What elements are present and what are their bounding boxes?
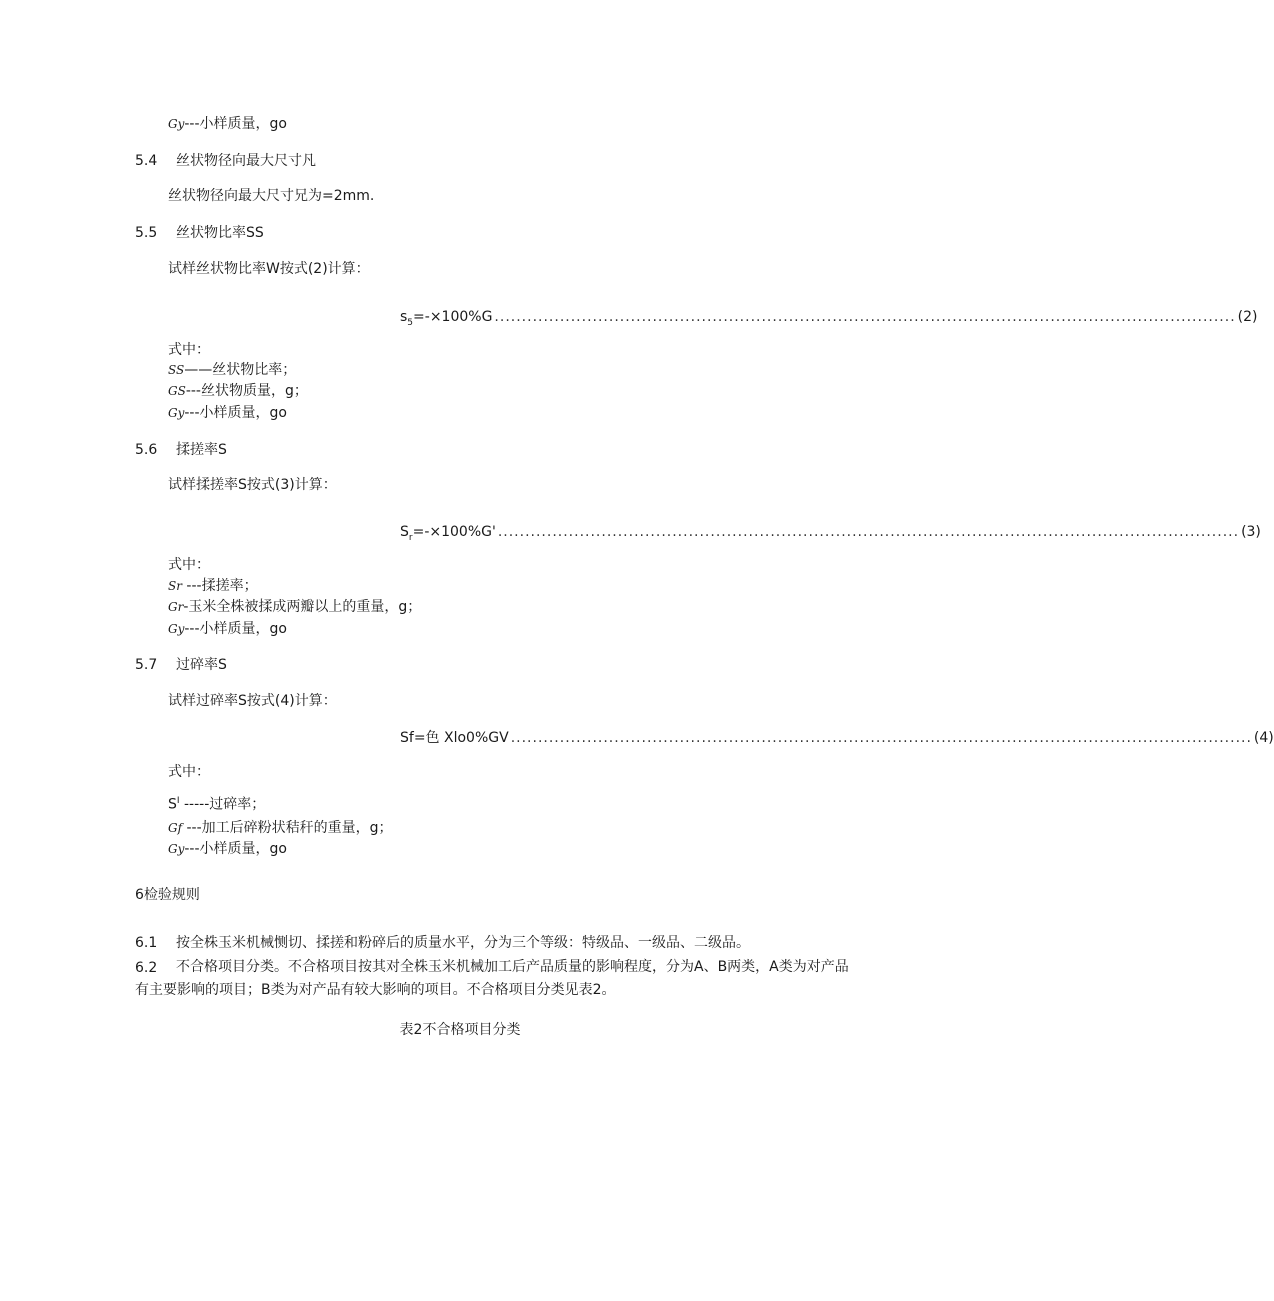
definition-line: Gy---小样质量，go (168, 405, 287, 421)
section-number: 5.4 (135, 153, 158, 169)
section-number: 6.1 (135, 935, 158, 951)
definition-line: $S^I$ -----过碎率； (168, 796, 266, 813)
body-paragraph: 不合格项目分类。不合格项目按其对全株玉米机械加工后产品质量的影响程度，分为A、B两类，A类为对产品有主要影响的项目；B类为对产品有较大影响的项目。不合格项目分类见表2。 (135, 959, 849, 998)
chapter-heading: 6检验规则 (135, 887, 200, 903)
section-number: 5.7 (135, 657, 158, 673)
section-title: 丝状物比率SS (176, 225, 264, 241)
body-text: 丝状物径向最大尺寸兄为=2mm. (168, 188, 375, 204)
where-label: 式中： (168, 342, 210, 358)
body-text: 按全株玉米机械恻切、揉搓和粉碎后的质量水平，分为三个等级：特级品、一级品、二级品。 (176, 935, 750, 951)
section-number: 5.5 (135, 225, 158, 241)
formula-intro: 试样过碎率S按式(4)计算： (168, 693, 337, 709)
table-caption: 表2不合格项目分类 (399, 1022, 521, 1038)
definition-line: Gy---小样质量，go (168, 841, 287, 857)
where-label: 式中： (168, 557, 210, 573)
definition-line: Gy---小样质量，go (168, 621, 287, 637)
formula-intro: 试样丝状物比率W按式(2)计算： (168, 261, 370, 277)
formula-expression: $s_5=-\times 100\%G$ (400, 309, 493, 328)
definition-line: Sr ---揉搓率； (168, 578, 258, 594)
formula-2 (400, 307, 1258, 333)
leader-dots: ........................................................................................................................................ (494, 309, 1236, 325)
section-number: 5.6 (135, 442, 158, 458)
section-title: 丝状物径向最大尺寸凡 (176, 153, 316, 169)
formula-intro: 试样揉搓率S按式(3)计算： (168, 477, 337, 493)
leader-dots: ........................................................................................................................................ (497, 524, 1240, 540)
leader-dots: ........................................................................................................................................ (510, 730, 1252, 746)
formula-expression: Sf=色 Xlo0%GV (400, 730, 509, 746)
section-number: 6.2 (135, 960, 158, 976)
definition-line: Gf ---加工后碎粉状秸秆的重量，g； (168, 820, 393, 836)
equation-number: (4) (1253, 730, 1274, 746)
formula-4 (400, 728, 1274, 748)
section-title: 揉搓率S (176, 442, 227, 458)
variable-symbol: Gy (168, 117, 185, 131)
formula-3 (400, 522, 1261, 548)
section-title: 过碎率S (176, 657, 227, 673)
equation-number: (3) (1241, 524, 1261, 540)
definition-text: ---小样质量，go (184, 116, 287, 132)
where-label: 式中： (168, 764, 210, 780)
definition-line (168, 114, 287, 134)
definition-line: GS---丝状物质量，g； (168, 383, 308, 399)
formula-expression: $S_r=-\times 100\%G'$ (400, 524, 496, 543)
equation-number: (2) (1237, 309, 1258, 325)
definition-line: SS——丝状物比率； (168, 362, 297, 378)
definition-line: Gr-玉米全株被揉成两瓣以上的重量，g； (168, 599, 422, 615)
